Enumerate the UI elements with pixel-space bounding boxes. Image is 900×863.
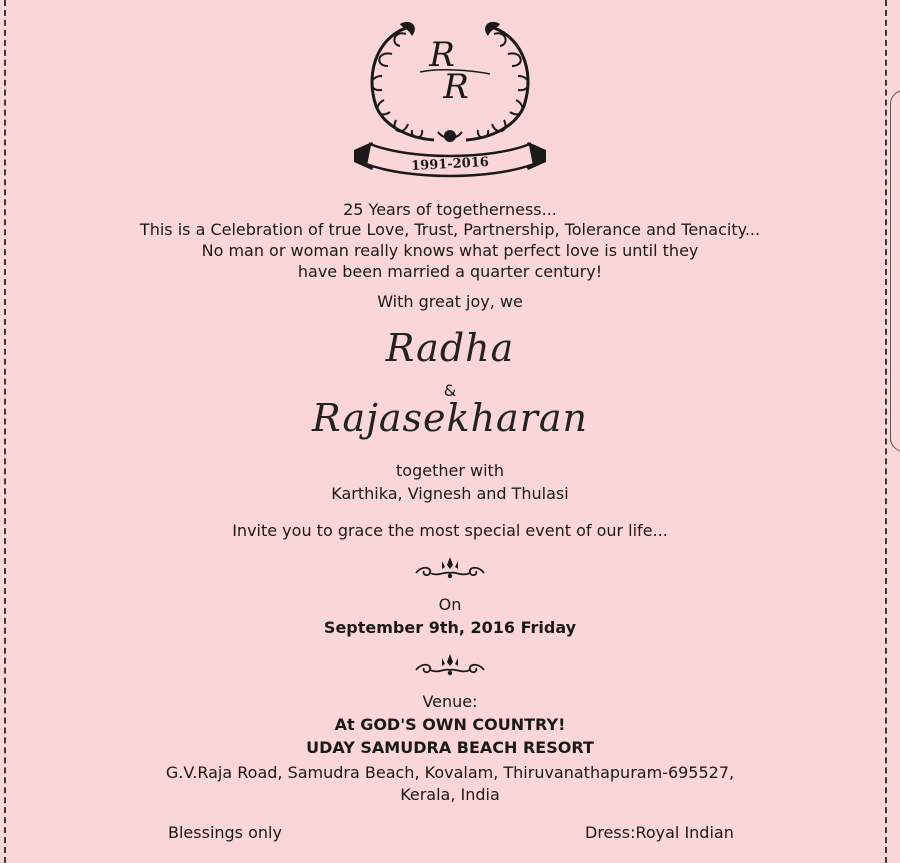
monogram-letter-top: R xyxy=(429,35,455,75)
venue-address-2: Kerala, India xyxy=(400,785,500,804)
couple-name-1: Radha xyxy=(385,326,515,370)
venue-address-1: G.V.Raja Road, Samudra Beach, Kovalam, Thiruvanathapuram-695527, xyxy=(165,763,735,782)
venue-line-2: UDAY SAMUDRA BEACH RESORT xyxy=(306,738,594,757)
event-date: September 9th, 2016 Friday xyxy=(323,618,577,637)
together-with: together with xyxy=(396,461,504,480)
venue-line-1: At GOD'S OWN COUNTRY! xyxy=(334,715,566,734)
joy-line: With great joy, we xyxy=(377,292,523,311)
flourish-divider-icon xyxy=(412,652,488,678)
flourish-divider-icon xyxy=(412,555,488,581)
intro-line-1: 25 Years of togetherness... xyxy=(343,200,557,219)
emblem-years: 1991-2016 xyxy=(410,154,490,175)
intro-line-3: No man or woman really knows what perfect love is until they xyxy=(201,241,699,260)
monogram-emblem xyxy=(350,14,550,186)
venue-label: Venue: xyxy=(422,692,478,711)
footer-dress-code: Dress:Royal Indian xyxy=(585,823,734,842)
monogram-letter-bottom: R xyxy=(443,67,469,107)
footer-blessings: Blessings only xyxy=(168,823,282,842)
intro-line-2: This is a Celebration of true Love, Trust, Partnership, Tolerance and Tenacity... xyxy=(139,220,761,239)
intro-line-4: have been married a quarter century! xyxy=(297,262,603,281)
invite-line: Invite you to grace the most special event of our life... xyxy=(232,521,668,540)
date-on-label: On xyxy=(438,595,462,614)
children-names: Karthika, Vignesh and Thulasi xyxy=(331,484,569,503)
couple-name-2: Rajasekharan xyxy=(311,396,588,440)
ampersand: & xyxy=(443,381,457,400)
